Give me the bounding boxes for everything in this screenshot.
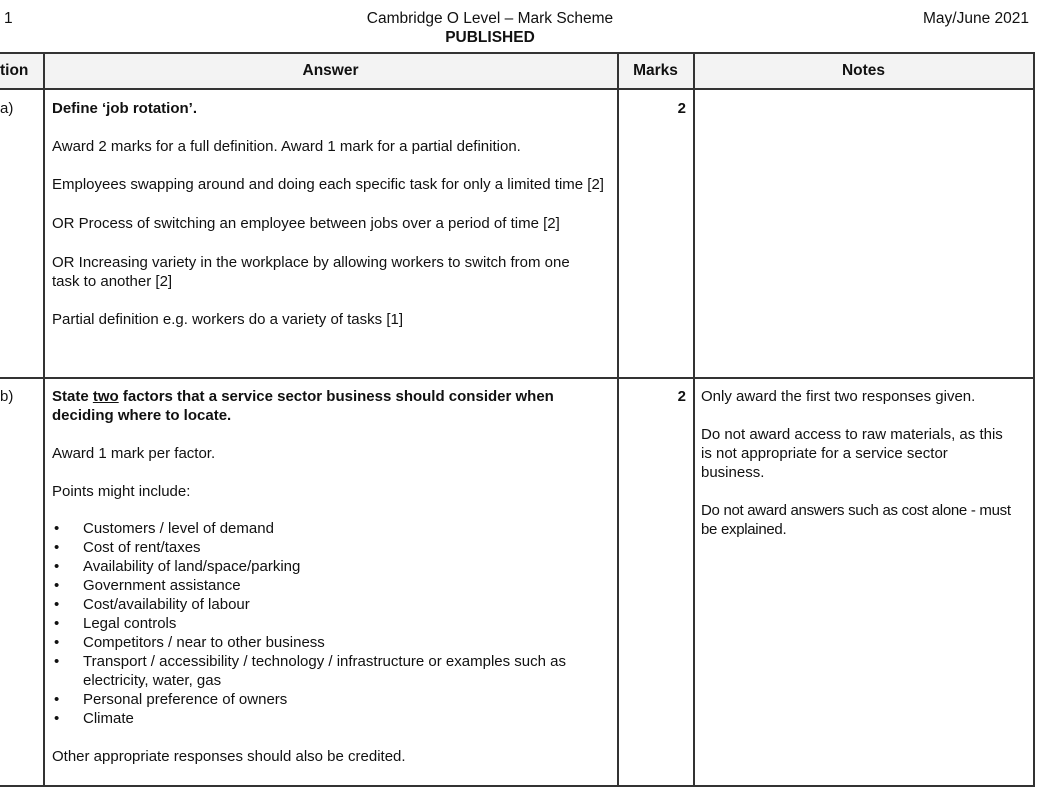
- column-divider-question: [43, 52, 45, 787]
- answer-paragraph: Partial definition e.g. workers do a variety of tasks [1]: [52, 311, 403, 328]
- exam-session: May/June 2021: [923, 10, 1029, 27]
- list-item: • Cost of rent/taxes: [52, 538, 597, 557]
- question-text-end: factors that a service sector business should consider when deciding where to locate.: [52, 388, 554, 424]
- answer-paragraph: Award 2 marks for a full definition. Award 1 mark for a partial definition.: [52, 138, 521, 155]
- points-list: [52, 519, 597, 728]
- document-title: Cambridge O Level – Mark Scheme: [366, 10, 614, 27]
- column-header-marks: Marks: [633, 62, 678, 79]
- notes-cell-b: [701, 387, 1019, 539]
- list-item: • Cost/availability of labour: [52, 595, 597, 614]
- column-header-question: tion: [0, 62, 29, 79]
- answer-paragraph: Points might include:: [52, 483, 191, 500]
- row-divider: [0, 377, 1035, 379]
- question-id-a: a): [0, 100, 14, 117]
- page-number: 1: [4, 10, 13, 27]
- document-header: [0, 9, 980, 47]
- answer-paragraph: Employees swapping around and doing each specific task for only a limited time [2]: [52, 176, 604, 193]
- question-text: Define ‘job rotation’.: [52, 100, 197, 117]
- column-divider-answer: [617, 52, 619, 787]
- question-text-emphasis: two: [92, 388, 119, 405]
- note-text: Do not award answers such as cost alone - must be explained.: [701, 502, 1011, 538]
- document-subtitle: PUBLISHED: [445, 29, 535, 46]
- answer-cell-b: [52, 387, 612, 766]
- table-border-right: [1033, 52, 1035, 787]
- list-item: • Legal controls: [52, 614, 597, 633]
- list-item: • Transport / accessibility / technology / infrastructure or examples such as electricity, water, gas: [52, 652, 597, 690]
- list-item: • Government assistance: [52, 576, 597, 595]
- list-item: • Personal preference of owners: [52, 690, 597, 709]
- list-item: • Availability of land/space/parking: [52, 557, 597, 576]
- list-item: • Climate: [52, 709, 597, 728]
- answer-cell-a: [52, 99, 612, 329]
- table-border-bottom: [0, 785, 1035, 787]
- column-divider-marks: [693, 52, 695, 787]
- list-item: • Customers / level of demand: [52, 519, 597, 538]
- answer-paragraph: Other appropriate responses should also be credited.: [52, 748, 406, 765]
- column-header-answer: Answer: [302, 62, 359, 79]
- column-header-notes: Notes: [841, 62, 886, 79]
- answer-paragraph: Award 1 mark per factor.: [52, 445, 216, 462]
- list-item: • Competitors / near to other business: [52, 633, 597, 652]
- answer-paragraph: OR Increasing variety in the workplace by allowing workers to switch from one task to another [2]: [52, 254, 570, 290]
- marks-value-b: 2: [677, 388, 686, 405]
- question-id-b: b): [0, 388, 14, 405]
- note-text: Only award the first two responses given.: [701, 388, 976, 405]
- note-text: Do not award access to raw materials, as this is not appropriate for a service sector business.: [701, 426, 1003, 481]
- answer-paragraph: OR Process of switching an employee between jobs over a period of time [2]: [52, 215, 560, 232]
- question-text: [52, 387, 612, 425]
- question-text-start: State: [52, 388, 93, 405]
- marks-value-a: 2: [677, 100, 686, 117]
